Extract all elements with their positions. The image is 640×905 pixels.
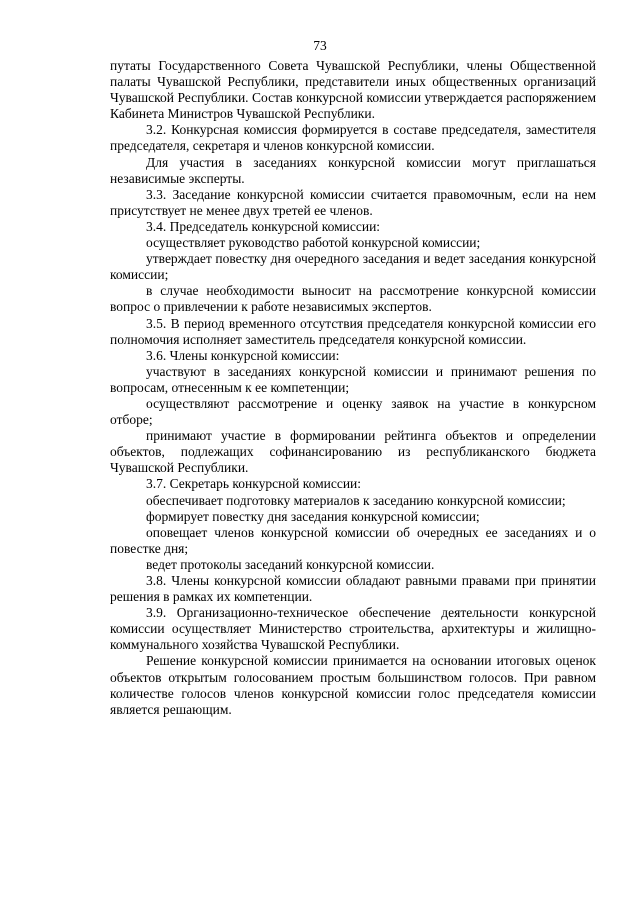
document-body — [110, 58, 596, 718]
paragraph-3-7: 3.7. Секретарь конкурсной комиссии: — [146, 476, 362, 492]
paragraph-chair-duty-2: утверждает повестку дня очередного заседания и ведет заседания конкурсной комиссии; — [110, 251, 596, 283]
paragraph-3-3: 3.3. Заседание конкурсной комиссии считается правомочным, если на нем присутствует не менее двух третей ее членов. — [110, 186, 596, 218]
paragraph-3-4: 3.4. Председатель конкурсной комиссии: — [146, 218, 381, 234]
paragraph-secretary-duty-2: формирует повестку дня заседания конкурсной комиссии; — [146, 508, 480, 524]
paragraph-secretary-duty-4: ведет протоколы заседаний конкурсной комиссии. — [146, 556, 435, 572]
paragraph-3-6: 3.6. Члены конкурсной комиссии: — [146, 347, 340, 363]
paragraph-experts: Для участия в заседаниях конкурсной комиссии могут приглашаться независимые эксперты. — [110, 154, 596, 186]
paragraph-chair-duty-1: осуществляет руководство работой конкурсной комиссии; — [146, 235, 481, 251]
paragraph-3-5: 3.5. В период временного отсутствия председателя конкурсной комиссии его полномочия исполняет заместитель председателя конкурсной комиссии. — [110, 315, 596, 347]
paragraph-member-duty-1: участвуют в заседаниях конкурсной комиссии и принимают решения по вопросам, отнесенным к ее компетенции; — [110, 363, 596, 395]
paragraph-secretary-duty-3: оповещает членов конкурсной комиссии об очередных ее заседаниях и о повестке дня; — [110, 524, 596, 556]
paragraph-decision: Решение конкурсной комиссии принимается на основании итоговых оценок объектов открытым голосованием простым большинством голосов. При равном количестве голосов членов конкурсной комиссии голос председателя комиссии является решающим. — [110, 653, 596, 717]
paragraph-chair-duty-3: в случае необходимости выносит на рассмотрение конкурсной комиссии вопрос о привлечении к работе независимых экспертов. — [110, 283, 596, 315]
paragraph-3-8: 3.8. Члены конкурсной комиссии обладают равными правами при принятии решения в рамках их компетенции. — [110, 573, 596, 605]
paragraph-secretary-duty-1: обеспечивает подготовку материалов к заседанию конкурсной комиссии; — [146, 492, 566, 508]
page-number: 73 — [313, 38, 327, 53]
paragraph-3-9: 3.9. Организационно-техническое обеспечение деятельности конкурсной комиссии осуществляет Министерство строительства, архитектуры и жилищно-коммунального хозяйства Чувашской Республики. — [110, 605, 596, 653]
paragraph-continuation: путаты Государственного Совета Чувашской Республики, члены Общественной палаты Чувашской Республики, представители иных общественных организаций Чувашской Республики. Состав конкурсной комиссии утверждается распоряжением Кабинета Министров Чувашской Республики. — [110, 58, 596, 122]
paragraph-3-2: 3.2. Конкурсная комиссия формируется в составе председателя, заместителя председателя, секретаря и членов конкурсной комиссии. — [110, 122, 596, 154]
paragraph-member-duty-3: принимают участие в формировании рейтинга объектов и определении объектов, подлежащих софинансированию из республиканского бюджета Чувашской Республики. — [110, 428, 596, 476]
paragraph-member-duty-2: осуществляют рассмотрение и оценку заявок на участие в конкурсном отборе; — [110, 395, 596, 428]
